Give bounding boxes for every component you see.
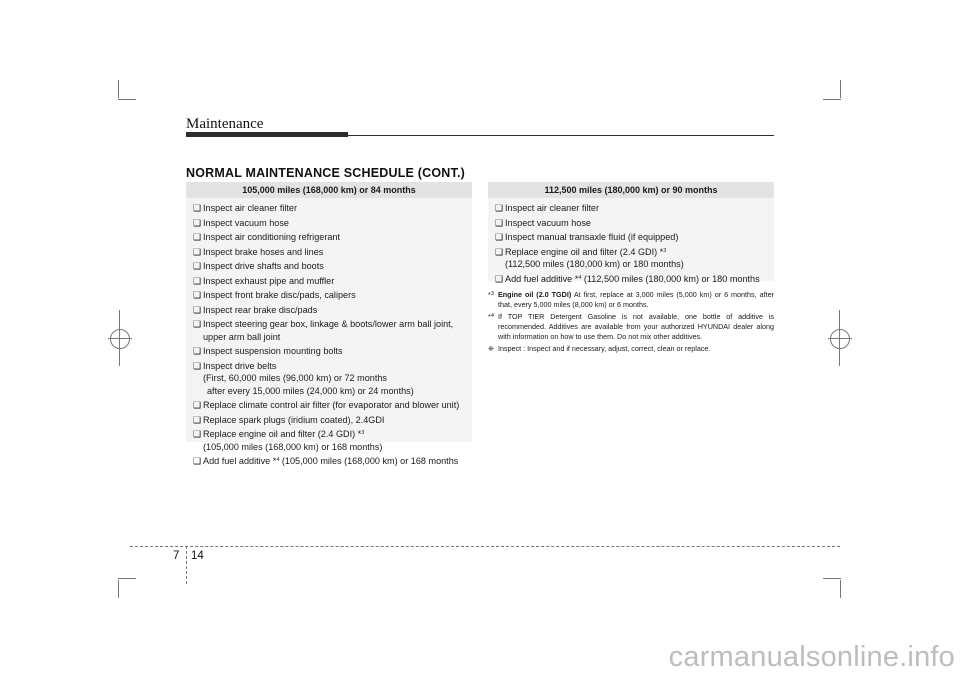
checkbox-icon: ❑: [193, 290, 202, 300]
checklist: [488, 198, 774, 288]
list-item-text: [505, 246, 768, 271]
list-item-text: [203, 217, 466, 230]
list-item-text: [203, 360, 466, 398]
marker-symbol: *: [488, 312, 491, 321]
checkbox-icon: ❑: [193, 319, 202, 329]
list-item: [193, 274, 466, 289]
checkbox-icon: ❑: [193, 232, 202, 242]
list-item: [193, 259, 466, 274]
checkbox-icon: ❑: [495, 217, 504, 228]
list-item: [495, 201, 768, 216]
item-interval: (112,500 miles (180,000 km) or 180 months: [581, 273, 760, 284]
list-item-text: [505, 231, 768, 244]
item-label: Inspect exhaust pipe and muffler: [203, 275, 335, 286]
list-item: [495, 230, 768, 245]
item-interval: (105,000 miles (168,000 km) or 168 months: [279, 456, 459, 466]
section-title: NORMAL MAINTENANCE SCHEDULE (CONT.): [186, 166, 465, 180]
list-item: [193, 359, 466, 399]
footnote-ref: 3: [490, 291, 494, 297]
list-row: [193, 360, 466, 398]
list-row: [193, 246, 466, 259]
marker-symbol: ❈: [488, 344, 495, 353]
registration-circle: [110, 329, 130, 349]
list-item: [193, 216, 466, 231]
list-row: [495, 273, 768, 286]
crop-mark: [118, 578, 136, 579]
registration-circle: [830, 329, 850, 349]
checkbox-icon: ❑: [193, 456, 202, 466]
crop-mark: [840, 580, 841, 598]
list-item-text: [203, 455, 466, 468]
list-row: [495, 202, 768, 215]
list-item: [495, 245, 768, 272]
list-row: [193, 304, 466, 317]
checkbox-icon: ❑: [495, 232, 504, 242]
checkbox-icon: ❑: [193, 246, 202, 257]
footnote: [488, 290, 774, 310]
checkbox-icon: ❑: [193, 275, 202, 286]
footnote-ref: 3: [361, 430, 365, 436]
item-label: Inspect air conditioning refrigerant: [203, 232, 340, 242]
list-item: [193, 317, 466, 344]
schedule-card-heading: 112,500 miles (180,000 km) or 90 months: [488, 182, 774, 198]
list-row: [193, 217, 466, 230]
footnote-lead: Engine oil (2.0 TGDI): [498, 290, 572, 299]
header-rule: [348, 135, 774, 136]
item-label: Inspect air cleaner filter: [505, 203, 600, 213]
crop-mark: [118, 580, 119, 598]
schedule-card-heading: 105,000 miles (168,000 km) or 84 months: [186, 182, 472, 198]
list-item-text: [505, 202, 768, 215]
list-row: [193, 399, 466, 412]
checkbox-icon: ❑: [193, 203, 202, 213]
checkbox-icon: ❑: [193, 261, 202, 271]
item-label: Replace spark plugs (iridium coated), 2.4GDI: [203, 414, 385, 425]
list-row: [495, 246, 768, 271]
crop-mark: [840, 80, 841, 98]
list-item-text: [203, 428, 466, 453]
item-continuation: (112,500 miles (180,000 km) or 180 months): [505, 259, 684, 269]
checkbox-icon: ❑: [193, 400, 202, 410]
checkbox-icon: ❑: [193, 346, 202, 356]
item-label: Inspect manual transaxle fluid (if equipped): [505, 232, 679, 242]
item-label: Inspect rear brake disc/pads: [203, 304, 318, 315]
list-row: [193, 275, 466, 288]
list-item-text: [203, 275, 466, 288]
list-row: [495, 231, 768, 244]
checkbox-icon: ❑: [193, 304, 202, 315]
list-item-text: [203, 318, 466, 343]
list-item: [193, 344, 466, 359]
item-label: Inspect suspension mounting bolts: [203, 346, 343, 356]
item-label: Inspect vacuum hose: [203, 217, 289, 228]
list-item-text: [505, 217, 768, 230]
item-label: Inspect steering gear box, linkage & boots/lower arm ball joint,: [203, 319, 454, 329]
list-item-text: [505, 273, 768, 286]
list-row: [193, 414, 466, 427]
checkbox-icon: ❑: [193, 429, 202, 439]
item-continuation: after every 15,000 miles (24,000 km) or 24 months): [207, 385, 414, 396]
footnotes: [488, 290, 774, 356]
crop-mark: [118, 80, 119, 98]
watermark-text: carmanualsonline.info: [668, 641, 955, 673]
list-row: [193, 260, 466, 273]
crop-mark: [118, 99, 136, 100]
checkbox-icon: ❑: [193, 217, 202, 228]
checkbox-icon: ❑: [495, 246, 504, 257]
list-item-text: [203, 231, 466, 244]
list-row: [193, 202, 466, 215]
footnote-text: [498, 290, 774, 310]
item-continuation: upper arm ball joint: [203, 331, 281, 342]
footer-divider: [186, 546, 187, 584]
checkbox-icon: ❑: [193, 360, 202, 371]
footnote: [488, 344, 774, 354]
list-row: [193, 455, 466, 468]
crop-mark: [823, 578, 841, 579]
list-item-text: [203, 289, 466, 302]
item-continuation: (105,000 miles (168,000 km) or 168 months): [203, 441, 383, 452]
item-label: Inspect drive shafts and boots: [203, 261, 324, 271]
footnote-body: If TOP TIER Detergent Gasoline is not available, one bottle of additive is recommended. Additives are available from your authorized HYUNDAI dealer along with information on how to use them. Do not mix other additives.: [498, 312, 774, 341]
footer-rule: [130, 546, 840, 547]
item-label: Replace engine oil and filter (2.4 GDI) *: [203, 429, 362, 439]
item-label: Inspect brake hoses and lines: [203, 246, 324, 257]
item-label: Add fuel additive *: [505, 273, 579, 284]
checkbox-icon: ❑: [193, 414, 202, 425]
list-item-text: [203, 260, 466, 273]
checkbox-icon: ❑: [495, 203, 504, 213]
item-label: Replace climate control air filter (for evaporator and blower unit): [203, 400, 460, 410]
footnote-marker: [488, 312, 498, 342]
crop-mark: [823, 99, 841, 100]
page-number: 14: [191, 550, 204, 562]
list-item-text: [203, 345, 466, 358]
list-item-text: [203, 414, 466, 427]
list-item-text: [203, 399, 466, 412]
list-item: [193, 201, 466, 216]
item-label: Add fuel additive *: [203, 456, 277, 466]
footnote-marker: [488, 290, 498, 310]
list-item: [193, 230, 466, 245]
list-row: [193, 318, 466, 343]
list-item: [193, 303, 466, 318]
list-item: [193, 398, 466, 413]
list-row: [193, 289, 466, 302]
chapter-number: 7: [173, 550, 180, 562]
list-row: [193, 231, 466, 244]
footnote-ref: 4: [276, 457, 280, 463]
list-item: [193, 245, 466, 260]
list-row: [495, 217, 768, 230]
list-row: [193, 428, 466, 453]
footnote-text: [498, 312, 774, 342]
marker-symbol: *: [488, 290, 491, 299]
item-label: Inspect drive belts: [203, 360, 277, 371]
list-item: [193, 454, 466, 469]
item-label: Inspect vacuum hose: [505, 217, 591, 228]
footnote-marker: [488, 344, 498, 354]
list-item: [193, 413, 466, 428]
checkbox-icon: ❑: [495, 273, 504, 284]
item-label: Inspect air cleaner filter: [203, 203, 298, 213]
watermark: [0, 641, 960, 674]
footnote-ref: 3: [663, 247, 667, 254]
page-header-title: Maintenance: [186, 116, 264, 132]
footnote-body: Inspect : Inspect and if necessary, adjust, correct, clean or replace.: [498, 344, 711, 353]
list-item-text: [203, 202, 466, 215]
list-item: [193, 427, 466, 454]
footnote-ref: 4: [578, 274, 582, 281]
list-item: [495, 272, 768, 287]
list-item: [193, 288, 466, 303]
schedule-card-105000: [186, 182, 472, 466]
footnote-text: [498, 344, 774, 354]
checklist: [186, 198, 472, 471]
header-bar: [186, 132, 348, 137]
list-item-text: [203, 304, 466, 317]
footnote-ref: 4: [490, 313, 494, 319]
footnote-body: At first, replace at 3,000 miles (5,000 km) or 6 months, after that, every 5,000 miles (8,000 km) or 6 months.: [498, 290, 774, 309]
footnote: [488, 312, 774, 342]
item-continuation: (First, 60,000 miles (96,000 km) or 72 months: [203, 373, 387, 383]
list-row: [193, 345, 466, 358]
schedule-card-112500: [488, 182, 774, 284]
item-label: Replace engine oil and filter (2.4 GDI) *: [505, 246, 664, 257]
list-item-text: [203, 246, 466, 259]
item-label: Inspect front brake disc/pads, calipers: [203, 290, 356, 300]
list-item: [495, 216, 768, 231]
